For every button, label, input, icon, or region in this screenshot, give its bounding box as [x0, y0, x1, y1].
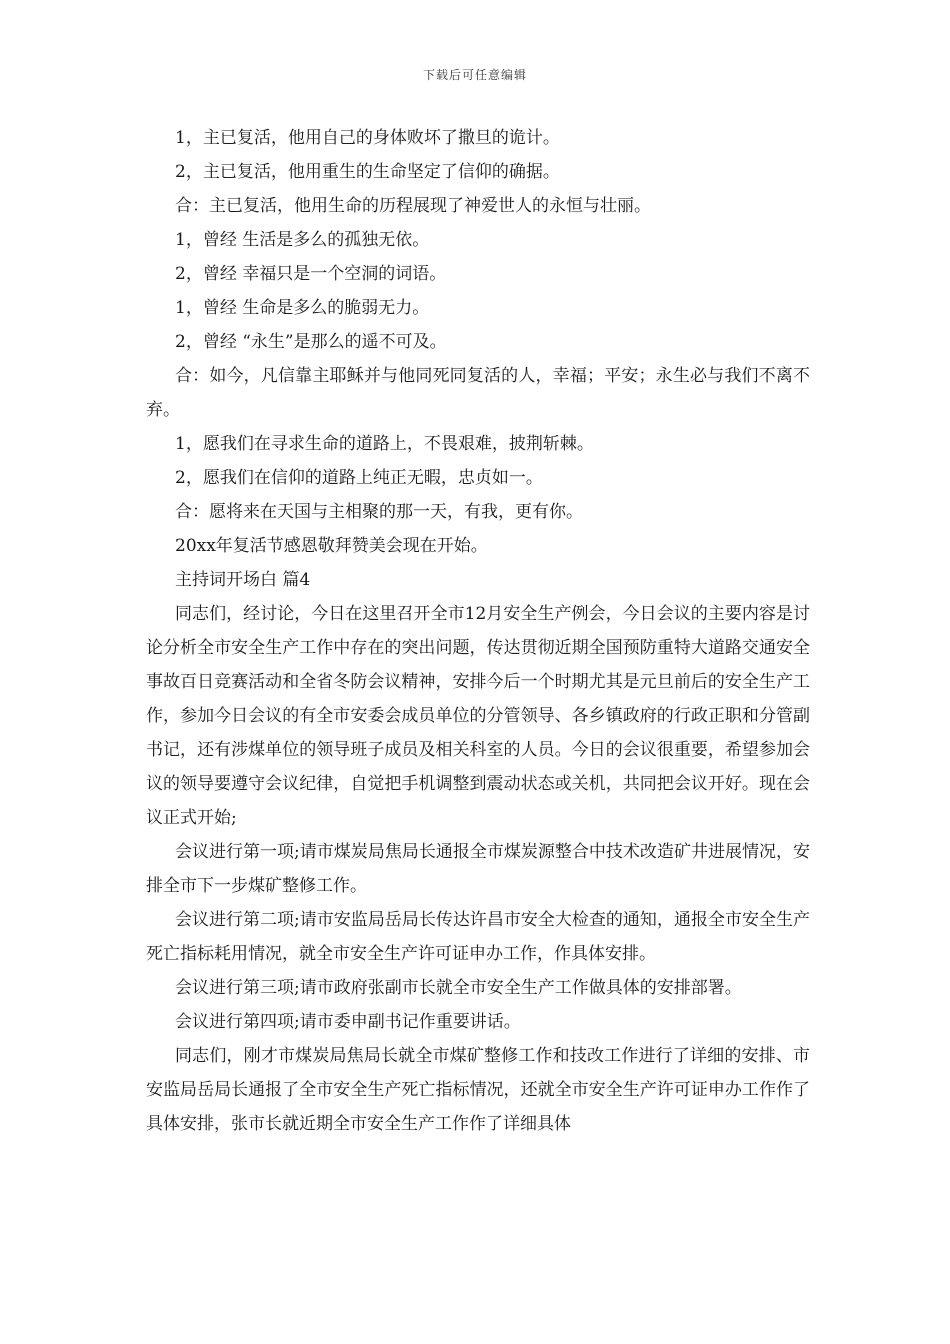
paragraph: 合：愿将来在天国与主相聚的那一天，有我，更有你。	[175, 502, 583, 522]
paragraph: 2，主已复活，他用重生的生命坚定了信仰的确据。	[175, 162, 560, 182]
paragraph: 2，曾经 幸福只是一个空洞的词语。	[175, 264, 447, 284]
paragraph: 20xx年复活节感恩敬拜赞美会现在开始。	[175, 536, 488, 556]
paragraph: 同志们，刚才市煤炭局焦局长就全市煤矿整修工作和技改工作进行了详细的安排、市安监局岳局长通报了全市安全生产死亡指标情况，还就全市安全生产许可证申办工作作了具体安排，张市长就近期全市安全生产工作作了详细具体	[146, 1046, 810, 1134]
document-body	[146, 121, 810, 1141]
paragraph: 会议进行第四项;请市委申副书记作重要讲话。	[175, 1012, 521, 1032]
paragraph: 会议进行第二项;请市安监局岳局长传达许昌市安全大检查的通知，通报全市安全生产死亡指标耗用情况，就全市安全生产许可证申办工作，作具体安排。	[146, 910, 810, 964]
paragraph: 2，曾经 “永生”是那么的遥不可及。	[175, 332, 447, 352]
section-heading: 主持词开场白 篇4	[175, 570, 311, 590]
paragraph: 1，曾经 生命是多么的脆弱无力。	[175, 298, 430, 318]
paragraph: 1，愿我们在寻求生命的道路上，不畏艰难，披荆斩棘。	[175, 434, 594, 454]
paragraph: 合：如今，凡信靠主耶稣并与他同死同复活的人，幸福；平安；永生必与我们不离不弃。	[146, 366, 810, 420]
paragraph: 同志们，经讨论，今日在这里召开全市12月安全生产例会，今日会议的主要内容是讨论分析全市安全生产工作中存在的突出问题，传达贯彻近期全国预防重特大道路交通安全事故百日竞赛活动和全省冬防会议精神，安排今后一个时期尤其是元旦前后的安全生产工作，参加今日会议的有全市安委会成员单位的分管领导、各乡镇政府的行政正职和分管副书记，还有涉煤单位的领导班子成员及相关科室的人员。今日的会议很重要，希望参加会议的领导要遵守会议纪律，自觉把手机调整到震动状态或关机，共同把会议开好。现在会议正式开始;	[146, 604, 810, 828]
paragraph: 会议进行第一项;请市煤炭局焦局长通报全市煤炭源整合中技术改造矿井进展情况，安排全市下一步煤矿整修工作。	[146, 842, 810, 896]
page-header: 下载后可任意编辑	[422, 68, 527, 82]
paragraph: 1，主已复活，他用自己的身体败坏了撒旦的诡计。	[175, 128, 560, 148]
paragraph: 1，曾经 生活是多么的孤独无依。	[175, 230, 430, 250]
paragraph: 合：主已复活，他用生命的历程展现了神爱世人的永恒与壮丽。	[175, 196, 651, 216]
paragraph: 会议进行第三项;请市政府张副市长就全市安全生产工作做具体的安排部署。	[175, 978, 742, 998]
paragraph: 2，愿我们在信仰的道路上纯正无暇，忠贞如一。	[175, 468, 543, 488]
